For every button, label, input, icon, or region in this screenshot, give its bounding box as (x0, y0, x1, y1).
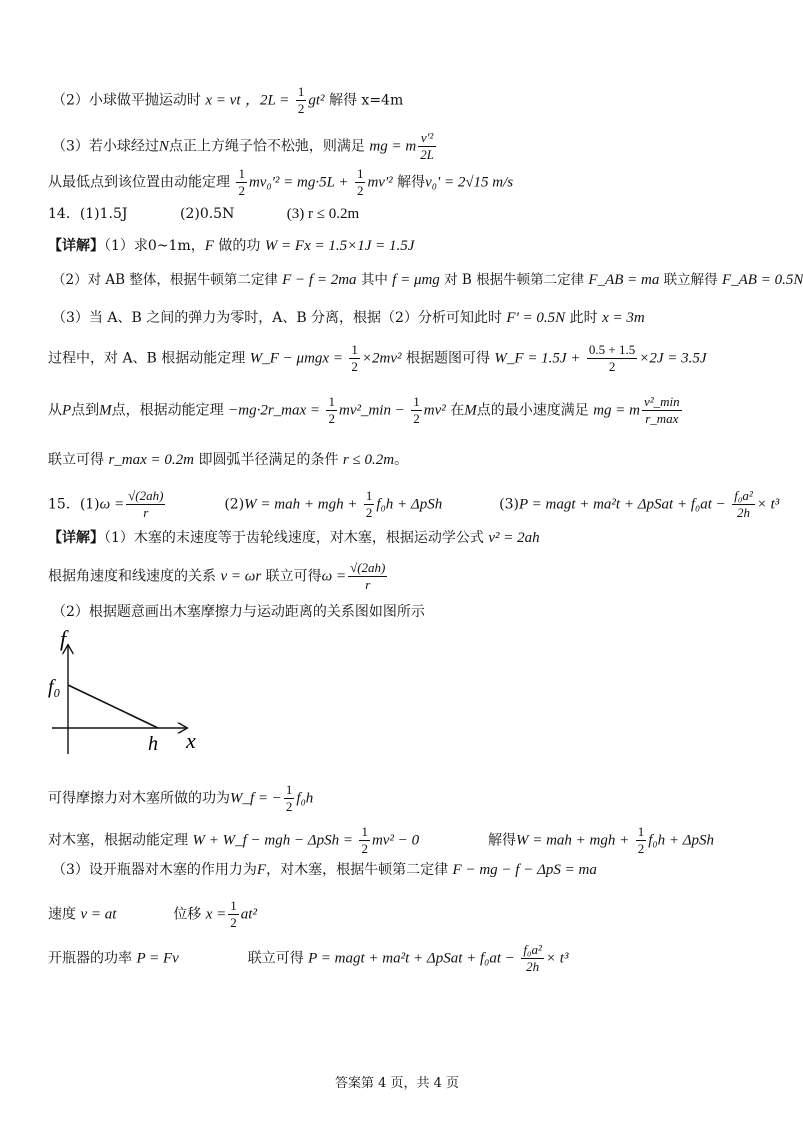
formula: at² (240, 906, 257, 923)
formula: W_F = 1.5J + (494, 350, 581, 367)
text: 点，根据动能定理 (111, 402, 224, 419)
numerator: 1 (297, 84, 305, 99)
text: 联立可得 (247, 950, 304, 967)
friction-distance-graph (44, 626, 214, 760)
fraction (411, 394, 422, 427)
detail-14-2 (52, 270, 803, 290)
detail-14-3-circle (48, 394, 684, 427)
denominator: 2 (361, 841, 368, 856)
numerator: 1 (356, 166, 364, 181)
detail-15-3-kinematics (48, 898, 257, 931)
formula: f = μmg (392, 272, 440, 288)
formula: F − mg − f − ΔpS = ma (452, 862, 597, 878)
formula: F_AB = ma (588, 272, 660, 288)
page-footer: 答案第 4 页，共 4 页 (334, 1076, 460, 1091)
denominator: 2 (413, 411, 420, 426)
text: ，对木塞，根据牛顿第二定律 (266, 862, 449, 878)
formula: v = ωr (220, 568, 262, 585)
text: 做的功 (218, 238, 261, 254)
detail-14-1 (48, 236, 414, 256)
numerator: 1 (238, 166, 245, 181)
formula: v₀' = 2√15 m/s (425, 174, 514, 191)
fraction (236, 166, 247, 199)
fraction (636, 824, 647, 857)
numerator: f₀a² (734, 488, 753, 503)
formula: W + W_f − mgh − ΔpSh = (192, 832, 353, 849)
denominator: 2 (297, 101, 305, 116)
numerator: 1 (413, 394, 420, 409)
numerator: 1 (230, 898, 237, 913)
formula: ×2mv² (361, 350, 402, 367)
formula: P = magt + ma²t + ΔpSat + f₀at − (308, 950, 515, 967)
text: 点到 (71, 402, 100, 419)
formula: F − f = 2ma (282, 272, 357, 288)
numerator: 1 (361, 824, 368, 839)
denominator: r (143, 505, 149, 520)
fraction (359, 824, 370, 857)
line-2-throw (52, 84, 403, 117)
formula: W = mah + mgh + (244, 496, 358, 513)
formula: W_f = − (230, 790, 282, 807)
text: 对 B 根据牛顿第二定律 (444, 272, 585, 288)
formula: ，2L = (244, 92, 290, 109)
numerator: √(2ah) (128, 488, 164, 503)
numerator: 0.5 + 1.5 (588, 342, 636, 357)
text: （2）根据题意画出木塞摩擦力与运动距离的关系图如图所示 (52, 604, 425, 620)
text: 速度 (48, 906, 76, 923)
detail-15-2-energy (48, 824, 714, 857)
text: 开瓶器的功率 (48, 950, 132, 967)
formula: F' = 0.5N (506, 310, 566, 326)
detail-label: 【详解】 (48, 238, 104, 254)
denominator: 2 (351, 359, 358, 374)
numerator: 1 (351, 342, 358, 357)
friction-line (68, 685, 158, 728)
detail-label: 【详解】 (48, 530, 104, 546)
f0-label: f₀ (48, 676, 61, 698)
denominator: 2 (356, 183, 364, 198)
text: （2）对 AB 整体，根据牛顿第二定律 (52, 272, 278, 288)
formula: W = mah + mgh + (515, 832, 630, 849)
detail-15-1-omega (48, 560, 389, 593)
text: 从 (48, 402, 62, 419)
text: 解得 (487, 832, 516, 849)
fraction (732, 488, 755, 521)
text: 联立可得 (265, 568, 322, 585)
text: 在 (450, 402, 465, 419)
fraction (355, 166, 366, 199)
formula: f₀h + ΔpSh (376, 496, 443, 513)
y-axis-label: f (60, 626, 67, 651)
answer-part: (3) (499, 496, 519, 513)
fraction (364, 488, 375, 521)
numerator: f₀a² (523, 942, 542, 957)
detail-14-3 (52, 308, 645, 328)
text: （2）小球做平抛运动时 (52, 92, 201, 109)
denominator: 2L (420, 147, 434, 162)
detail-14-conclusion (48, 450, 408, 470)
numerator: v'² (418, 130, 436, 147)
text: （1）求0~1m， (104, 238, 205, 254)
text: 解得 x=4m (328, 92, 404, 109)
formula: mg = m (593, 402, 640, 419)
text: 联立可得 (48, 452, 104, 468)
formula: mv² (423, 402, 446, 419)
denominator: 2 (230, 915, 237, 930)
fraction (642, 394, 682, 427)
formula: ω = (321, 568, 347, 585)
formula: r ≤ 0.2m (342, 452, 395, 468)
text: 。 (394, 452, 409, 468)
text: 其中 (360, 272, 388, 288)
denominator: 2h (736, 505, 750, 520)
denominator: 2 (365, 505, 373, 520)
text: 点正上方绳子恰不松弛，则满足 (168, 138, 365, 155)
numerator: 1 (328, 394, 335, 409)
fraction (284, 782, 295, 815)
text: 对木塞，根据动能定理 (48, 832, 188, 849)
denominator: 2 (285, 799, 293, 814)
denominator: r (365, 577, 371, 592)
answer-part: 15．(1) (48, 496, 100, 513)
formula: P = magt + ma²t + ΔpSat + f₀at − (518, 496, 726, 513)
formula: mv₀'² = mg·5L + (248, 174, 349, 191)
formula: mg = m (369, 138, 417, 155)
formula: f₀h + ΔpSh (648, 832, 715, 849)
fraction (326, 394, 337, 427)
numerator: 1 (285, 782, 293, 797)
formula: × t³ (756, 496, 780, 513)
text: 即圆弧半径满足的条件 (198, 452, 339, 468)
text: （3）设开瓶器对木塞的作用力为 (52, 862, 257, 878)
text: 此时 (569, 310, 598, 326)
text: 解得 (397, 174, 426, 191)
formula: f₀h (296, 790, 314, 807)
answer-part: (2) (224, 496, 245, 513)
fraction (296, 84, 307, 117)
numerator: 1 (637, 824, 645, 839)
formula: W_F − μmgx = (249, 350, 343, 367)
detail-15-3-power (48, 942, 568, 975)
text: 从最低点到该位置由动能定理 (48, 174, 230, 191)
formula: P (62, 402, 72, 419)
formula: F_AB = 0.5N (721, 272, 803, 288)
formula: −mg·2r_max = (228, 402, 321, 419)
text: 点的最小速度满足 (476, 402, 589, 419)
formula: v = at (80, 906, 117, 923)
x-axis-label: x (186, 728, 196, 753)
formula: M (464, 402, 477, 419)
fraction (587, 342, 637, 375)
formula: × t³ (545, 950, 569, 967)
formula: mv'² (367, 174, 393, 191)
formula: x = 3m (602, 310, 645, 326)
answer-15 (48, 488, 779, 521)
text: 根据题图可得 (405, 350, 490, 367)
formula: ×2J = 3.5J (639, 350, 707, 367)
denominator: 2h (526, 959, 540, 974)
detail-15-2 (52, 602, 425, 622)
text: （1）木塞的末速度等于齿轮线速度，对木塞，根据运动学公式 (104, 530, 484, 546)
detail-15-3 (52, 860, 597, 880)
formula: M (99, 402, 112, 419)
formula: F (256, 862, 267, 878)
denominator: 2 (637, 841, 645, 856)
text: 位移 (173, 906, 202, 923)
text: 过程中，对 A、B 根据动能定理 (48, 350, 246, 367)
formula: gt² (308, 92, 325, 109)
fraction (348, 560, 387, 593)
text: （3）若小球经过 (52, 138, 159, 155)
formula: r_max = 0.2m (108, 452, 194, 468)
formula: F (204, 238, 214, 254)
detail-14-3-energy (48, 342, 707, 375)
formula: v² = 2ah (488, 530, 540, 546)
fraction (418, 130, 436, 163)
line-energy-theorem (48, 166, 513, 199)
fraction (228, 898, 239, 931)
fraction (126, 488, 165, 521)
answer-part: (3) r ≤ 0.2m (286, 206, 360, 222)
denominator: 2 (608, 359, 616, 374)
fraction (521, 942, 544, 975)
answer-14 (48, 204, 359, 224)
text: 可得摩擦力对木塞所做的功为 (48, 790, 230, 807)
numerator: 1 (365, 488, 373, 503)
denominator: 2 (328, 411, 335, 426)
formula: x = vt (205, 92, 241, 109)
detail-15-2-work-friction (48, 782, 313, 815)
denominator: r_max (645, 411, 679, 426)
formula: mv²_min − (338, 402, 405, 419)
answer-part: 14．(1)1.5J (48, 206, 128, 222)
text: 根据角速度和线速度的关系 (48, 568, 216, 585)
line-3-condition (52, 130, 438, 163)
formula: ω = (99, 496, 125, 513)
formula: N (158, 138, 169, 155)
numerator: v²_min (644, 394, 680, 409)
formula: P = Fv (136, 950, 179, 967)
denominator: 2 (238, 183, 245, 198)
fraction (349, 342, 360, 375)
formula: mv² − 0 (371, 832, 420, 849)
text: 联立解得 (663, 272, 718, 288)
numerator: √(2ah) (350, 560, 386, 575)
detail-15-1 (48, 528, 540, 548)
text: （3）当 A、B 之间的弹力为零时，A、B 分离，根据（2）分析可知此时 (52, 310, 502, 326)
answer-part: (2)0.5N (179, 206, 235, 222)
formula: W = Fx = 1.5×1J = 1.5J (264, 238, 415, 254)
formula: x = (205, 906, 227, 923)
h-label: h (148, 733, 158, 755)
